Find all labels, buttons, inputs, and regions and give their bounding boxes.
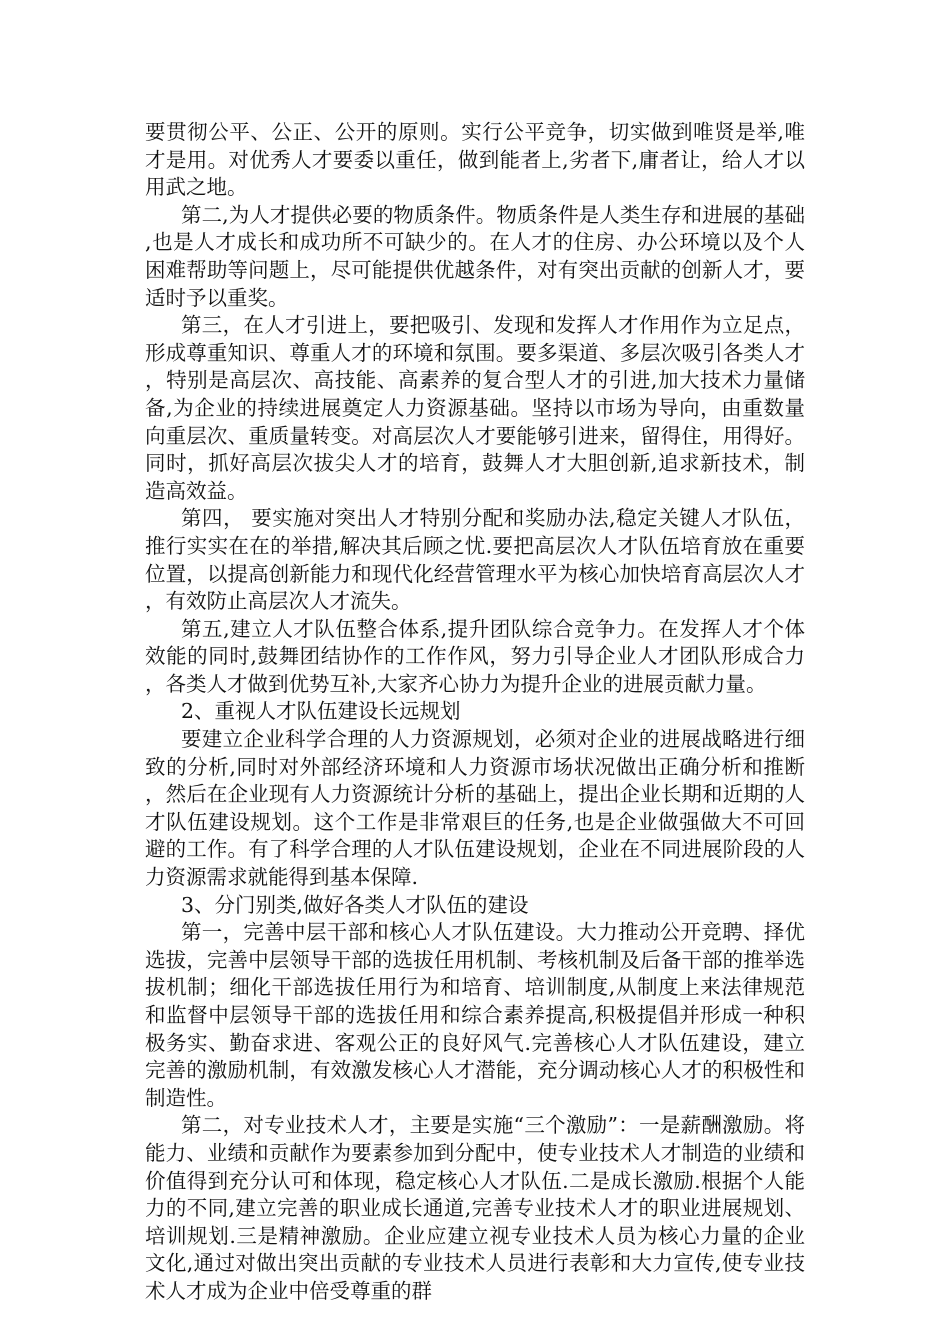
paragraph-first-middle-management: 第一，完善中层干部和核心人才队伍建设。大力推动公开竞聘、择优选拔，完善中层领导干部的选拔任用机制、考核机制及后备干部的推举选拔机制；细化干部选拔任用行为和培育、培训制度,从制度上来法律规范和监督中层领导干部的选拔任用和综合素养提高,积极提倡并形成一种积极务实、勤奋求进、客观公正的良好风气.完善核心人才队伍建设，建立完善的激励机制，有效激发核心人才潜能，充分调动核心人才的积极性和制造性。 xyxy=(145,920,805,1110)
paragraph-continuation: 要贯彻公平、公正、公开的原则。实行公平竞争，切实做到唯贤是举,唯才是用。对优秀人才要委以重任，做到能者上,劣者下,庸者让，给人才以用武之地。 xyxy=(145,120,805,200)
paragraph-second-technical-talent: 第二，对专业技术人才，主要是实施“三个激励”：一是薪酬激励。将能力、业绩和贡献作为要素参加到分配中，使专业技术人才制造的业绩和价值得到充分认可和体现，稳定核心人才队伍.二是成长激励.根据个人能力的不同,建立完善的职业成长通道,完善专业技术人才的职业进展规划、培训规划.三是精神激励。企业应建立视专业技术人员为核心力量的企业文化,通过对做出突出贡献的专业技术人员进行表彰和大力宣传,使专业技术人才成为企业中倍受尊重的群 xyxy=(145,1113,805,1303)
paragraph-second-material-conditions: 第二,为人才提供必要的物质条件。物质条件是人类生存和进展的基础,也是人才成长和成功所不可缺少的。在人才的住房、办公环境以及个人困难帮助等问题上，尽可能提供优越条件，对有突出贡献的创新人才，要适时予以重奖。 xyxy=(145,202,805,310)
section-heading-categorized-teams: 3、分门别类,做好各类人才队伍的建设 xyxy=(181,892,529,917)
paragraph-fourth-rewards: 第四， 要实施对突出人才特别分配和奖励办法,稳定关键人才队伍，推行实实在在的举措,解决其后顾之忧.要把高层次人才队伍培育放在重要位置，以提高创新能力和现代化经营管理水平为核心加快培育高层次人才，有效防止高层次人才流失。 xyxy=(145,506,805,614)
document-page xyxy=(145,119,805,1306)
paragraph-third-talent-introduction: 第三，在人才引进上，要把吸引、发现和发挥人才作用作为立足点，形成尊重知识、尊重人才的环境和氛围。要多渠道、多层次吸引各类人才，特别是高层次、高技能、高素养的复合型人才的引进,加大技术力量储备,为企业的持续进展奠定人力资源基础。坚持以市场为导向，由重数量向重层次、重质量转变。对高层次人才要能够引进来，留得住，用得好。同时，抓好高层次拔尖人才的培育，鼓舞人才大胆创新,追求新技术，制造高效益。 xyxy=(145,313,805,503)
section-heading-long-term-planning: 2、重视人才队伍建设长远规划 xyxy=(181,699,461,724)
paragraph-hr-planning: 要建立企业科学合理的人力资源规划，必须对企业的进展战略进行细致的分析,同时对外部经济环境和人力资源市场状况做出正确分析和推断，然后在企业现有人力资源统计分析的基础上，提出企业长期和近期的人才队伍建设规划。这个工作是非常艰巨的任务,也是企业做强做大不可回避的工作。有了科学合理的人才队伍建设规划，企业在不同进展阶段的人力资源需求就能得到基本保障. xyxy=(145,727,805,890)
paragraph-fifth-team-integration: 第五,建立人才队伍整合体系,提升团队综合竞争力。在发挥人才个体效能的同时,鼓舞团结协作的工作作风，努力引导企业人才团队形成合力，各类人才做到优势互补,大家齐心协力为提升企业的进展贡献力量。 xyxy=(145,616,805,696)
